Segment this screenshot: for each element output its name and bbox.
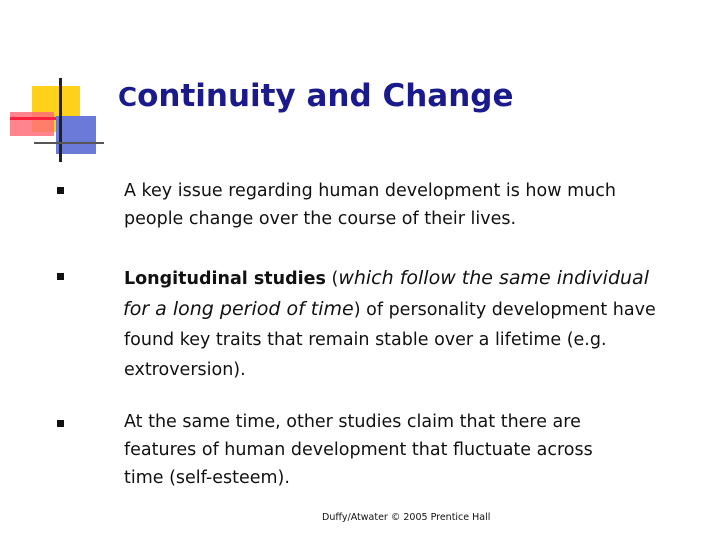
italic-definition: which follow the same individual [338, 267, 649, 289]
title-rest: ontinuity and Change [137, 78, 514, 114]
bullet-square-icon [57, 187, 64, 194]
bullet-line: extroversion). [124, 360, 246, 380]
italic-definition: for a long period of time [123, 298, 354, 320]
logo-blue-block [56, 116, 96, 154]
title-first-letter: C [118, 83, 138, 113]
bullet-text [124, 408, 664, 492]
bullet-square-icon [57, 420, 64, 427]
after-italic: ) of personality development have [353, 300, 656, 320]
logo-vertical-line [59, 78, 62, 162]
logo-horizontal-line [34, 142, 104, 144]
bullet-line: found key traits that remain stable over a lifetime (e.g. [124, 330, 607, 350]
footer-credit: Duffy/Atwater © 2005 Prentice Hall [322, 512, 491, 523]
paren-open: ( [325, 269, 339, 289]
bullet-square-icon [57, 273, 64, 280]
bullet-line: people change over the course of their lives. [124, 209, 517, 229]
slide-title [118, 78, 513, 114]
logo-red-block [10, 112, 54, 136]
bullet-line: features of human development that fluctuate across [124, 440, 593, 460]
bullet-line [123, 294, 664, 325]
bullet-line: A key issue regarding human development is how much [124, 181, 616, 201]
logo-red-line [10, 117, 56, 120]
bullet-text [124, 177, 664, 233]
bullet-line: time (self-esteem). [124, 468, 290, 488]
bullet-line [124, 263, 664, 294]
bullet-text [124, 263, 664, 385]
bold-term: Longitudinal studies [124, 269, 326, 289]
bullet-line: At the same time, other studies claim that there are [124, 412, 581, 432]
